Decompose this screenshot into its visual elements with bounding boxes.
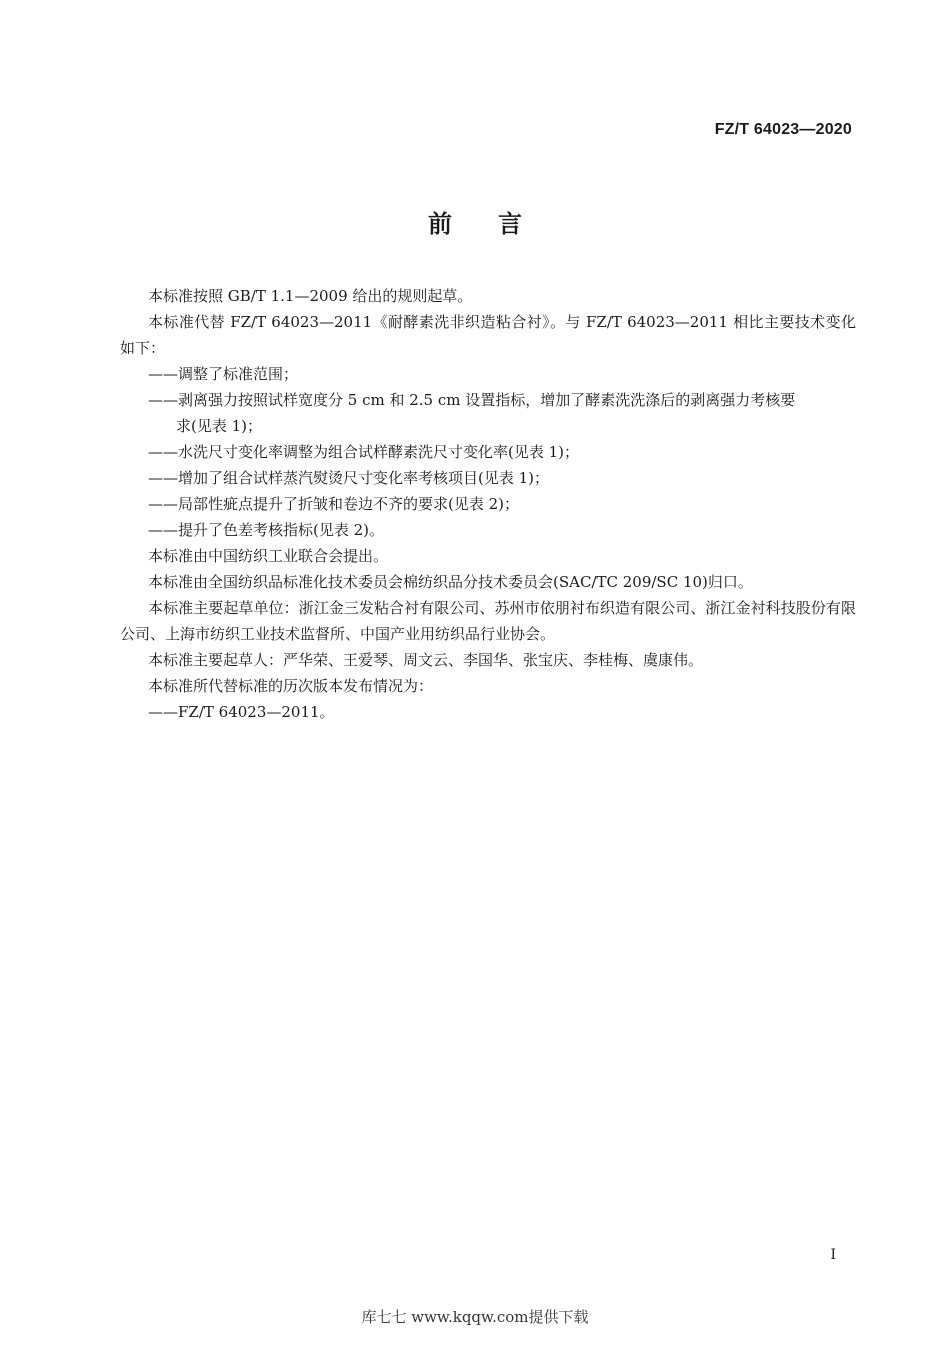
- paragraph: 本标准所代替标准的历次版本发布情况为：: [148, 677, 434, 695]
- standard-number: FZ/T 64023—2020: [714, 121, 852, 138]
- paragraph: 本标准代替 FZ/T 64023—2011《耐酵素洗非织造粘合衬》。与 FZ/T 64023—2011 相比主要技术变化如下：: [120, 313, 856, 357]
- paragraph: 本标准主要起草单位：浙江金三发粘合衬有限公司、苏州市依朋衬布织造有限公司、浙江金衬科技股份有限公司、上海市纺织工业技术监督所、中国产业用纺织品行业协会。: [120, 599, 856, 643]
- paragraph: 本标准由全国纺织品标准化技术委员会棉纺织品分技术委员会(SAC/TC 209/SC 10)归口。: [148, 573, 753, 591]
- change-item: [120, 387, 856, 439]
- change-item: ——提升了色差考核指标(见表 2)。: [148, 521, 385, 539]
- change-item-continuation: 求(见表 1)；: [176, 417, 263, 435]
- page-title: 前言: [428, 209, 568, 238]
- download-watermark: 库七七 www.kqqw.com提供下载: [361, 1308, 589, 1326]
- history-item: ——FZ/T 64023—2011。: [148, 703, 335, 721]
- change-item: ——水洗尺寸变化率调整为组合试样酵素洗尺寸变化率(见表 1)；: [148, 443, 580, 461]
- page-number: I: [830, 1247, 836, 1263]
- foreword-body: [120, 283, 856, 725]
- change-item: ——增加了组合试样蒸汽熨烫尺寸变化率考核项目(见表 1)；: [148, 469, 550, 487]
- change-item-text: ——剥离强力按照试样宽度分 5 cm 和 2.5 cm 设置指标，增加了酵素洗洗涤后的剥离强力考核要: [148, 391, 796, 409]
- change-item: ——调整了标准范围；: [148, 365, 299, 383]
- paragraph: 本标准由中国纺织工业联合会提出。: [148, 547, 389, 565]
- paragraph: 本标准按照 GB/T 1.1—2009 给出的规则起草。: [148, 287, 473, 305]
- paragraph: 本标准主要起草人：严华荣、王爱琴、周文云、李国华、张宝庆、李桂梅、虞康伟。: [148, 651, 704, 669]
- change-item: ——局部性疵点提升了折皱和卷边不齐的要求(见表 2)；: [148, 495, 520, 513]
